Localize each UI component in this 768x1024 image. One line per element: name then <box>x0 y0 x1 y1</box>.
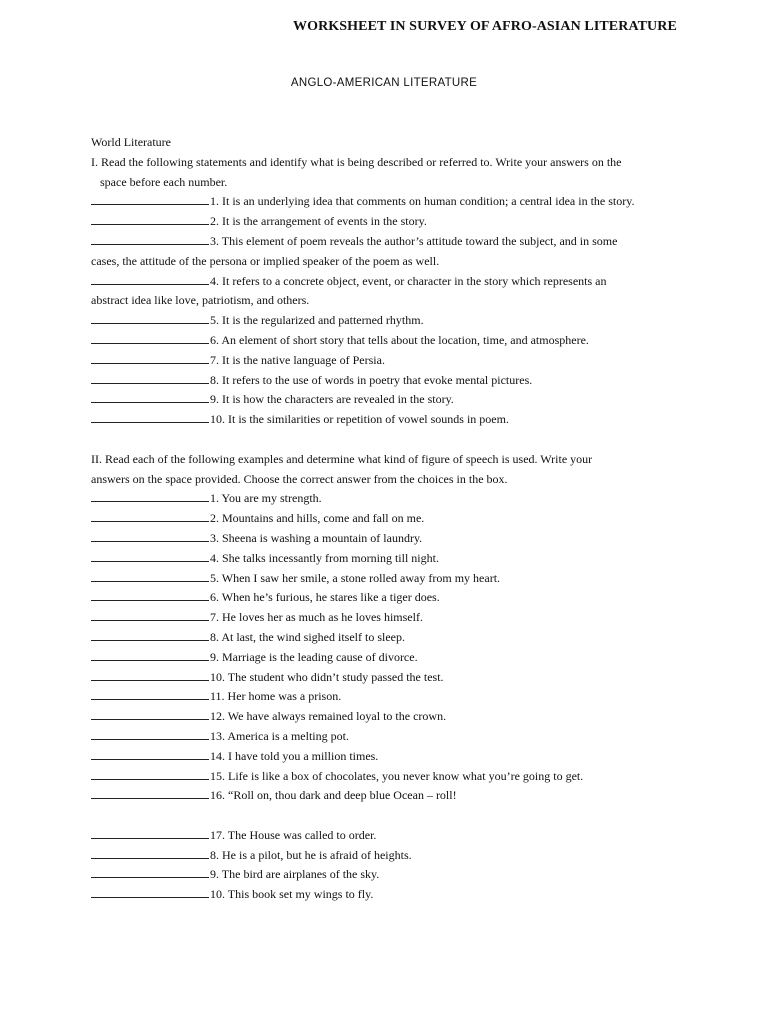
worksheet-subtitle: ANGLO-AMERICAN LITERATURE <box>290 77 478 89</box>
answer-blank[interactable] <box>91 549 209 562</box>
answer-blank[interactable] <box>91 648 209 661</box>
figure-of-speech-item <box>91 648 691 668</box>
answer-blank[interactable] <box>91 747 209 760</box>
worksheet-title: WORKSHEET IN SURVEY OF AFRO-ASIAN LITERATURE <box>293 19 677 34</box>
item-text: 9. It is how the characters are revealed in the story. <box>210 392 454 407</box>
item-text: 9. Marriage is the leading cause of divorce. <box>210 649 418 664</box>
item-text: 5. When I saw her smile, a stone rolled away from my heart. <box>210 570 501 585</box>
answer-blank[interactable] <box>91 668 209 681</box>
question-item <box>91 331 691 351</box>
answer-blank[interactable] <box>91 628 209 641</box>
figure-of-speech-item <box>91 865 691 885</box>
item-text: 2. Mountains and hills, come and fall on me. <box>210 511 425 526</box>
figure-of-speech-item <box>91 826 691 846</box>
question-item <box>91 192 691 212</box>
figure-of-speech-item <box>91 687 691 707</box>
answer-blank[interactable] <box>91 212 209 225</box>
section-label: World Literature <box>91 135 171 149</box>
answer-blank[interactable] <box>91 529 209 542</box>
item-text: 7. He loves her as much as he loves himself. <box>210 610 423 625</box>
item-text: 17. The House was called to order. <box>210 827 377 842</box>
item-text: 3. This element of poem reveals the author’s attitude toward the subject, and in some <box>210 233 618 248</box>
item-text: 12. We have always remained loyal to the crown. <box>210 709 447 724</box>
figure-of-speech-item <box>91 767 691 787</box>
item-text: 8. He is a pilot, but he is afraid of heights. <box>210 847 412 862</box>
answer-blank[interactable] <box>91 826 209 839</box>
answer-blank[interactable] <box>91 331 209 344</box>
part2-instructions-cont: answers on the space provided. Choose the correct answer from the choices in the box. <box>91 471 508 486</box>
answer-blank[interactable] <box>91 727 209 740</box>
question-item <box>91 232 691 252</box>
question-item <box>91 371 691 391</box>
item-text: 4. It refers to a concrete object, event, or character in the story which represents an <box>210 273 607 288</box>
figure-of-speech-item <box>91 885 691 905</box>
item-text: 9. The bird are airplanes of the sky. <box>210 867 380 882</box>
item-text: 5. It is the regularized and patterned rhythm. <box>210 313 424 328</box>
figure-of-speech-item <box>91 549 691 569</box>
answer-blank[interactable] <box>91 608 209 621</box>
figure-of-speech-item <box>91 588 691 608</box>
part2-item-list <box>91 489 691 806</box>
item-text: 10. It is the similarities or repetition of vowel sounds in poem. <box>210 412 509 427</box>
item-text: 6. When he’s furious, he stares like a tiger does. <box>210 590 440 605</box>
item-text: 15. Life is like a box of chocolates, you never know what you’re going to get. <box>210 768 584 783</box>
part2b-item-list <box>91 826 691 905</box>
item-text-continued: abstract idea like love, patriotism, and others. <box>91 293 310 308</box>
item-text: 10. The student who didn’t study passed the test. <box>210 669 444 684</box>
figure-of-speech-item <box>91 668 691 688</box>
answer-blank[interactable] <box>91 192 209 205</box>
part1-item-list <box>91 192 691 430</box>
answer-blank[interactable] <box>91 311 209 324</box>
figure-of-speech-item <box>91 509 691 529</box>
question-item <box>91 390 691 410</box>
question-item <box>91 351 691 371</box>
answer-blank[interactable] <box>91 371 209 384</box>
figure-of-speech-item <box>91 727 691 747</box>
section-gap <box>91 430 691 450</box>
question-item <box>91 311 691 331</box>
item-text-continued: cases, the attitude of the persona or implied speaker of the poem as well. <box>91 253 440 268</box>
answer-blank[interactable] <box>91 846 209 859</box>
item-text: 8. At last, the wind sighed itself to sleep. <box>210 629 405 644</box>
item-text: 7. It is the native language of Persia. <box>210 352 385 367</box>
part2-instructions: II. Read each of the following examples and determine what kind of figure of speech is used. Write your <box>91 451 593 466</box>
item-text: 13. America is a melting pot. <box>210 728 349 743</box>
answer-blank[interactable] <box>91 588 209 601</box>
answer-blank[interactable] <box>91 569 209 582</box>
figure-of-speech-item <box>91 489 691 509</box>
item-text: 16. “Roll on, thou dark and deep blue Ocean – roll! <box>210 788 457 803</box>
figure-of-speech-item <box>91 747 691 767</box>
section-gap <box>91 806 691 826</box>
answer-blank[interactable] <box>91 865 209 878</box>
item-text: 1. It is an underlying idea that comments on human condition; a central idea in the story. <box>210 194 635 209</box>
figure-of-speech-item <box>91 529 691 549</box>
answer-blank[interactable] <box>91 707 209 720</box>
item-text: 1. You are my strength. <box>210 491 322 506</box>
figure-of-speech-item <box>91 628 691 648</box>
answer-blank[interactable] <box>91 272 209 285</box>
figure-of-speech-item <box>91 707 691 727</box>
worksheet-body <box>91 133 691 905</box>
answer-blank[interactable] <box>91 786 209 799</box>
item-text: 4. She talks incessantly from morning till night. <box>210 550 439 565</box>
item-text: 10. This book set my wings to fly. <box>210 887 374 902</box>
question-item <box>91 272 691 292</box>
item-text: 3. Sheena is washing a mountain of laundry. <box>210 530 423 545</box>
item-text: 2. It is the arrangement of events in the story. <box>210 214 427 229</box>
figure-of-speech-item <box>91 569 691 589</box>
answer-blank[interactable] <box>91 232 209 245</box>
answer-blank[interactable] <box>91 489 209 502</box>
item-text: 11. Her home was a prison. <box>210 689 342 704</box>
figure-of-speech-item <box>91 786 691 806</box>
figure-of-speech-item <box>91 608 691 628</box>
answer-blank[interactable] <box>91 390 209 403</box>
part1-instructions: I. Read the following statements and identify what is being described or referred to. Write your answers on the <box>91 154 622 169</box>
answer-blank[interactable] <box>91 687 209 700</box>
answer-blank[interactable] <box>91 351 209 364</box>
item-text: 6. An element of short story that tells about the location, time, and atmosphere. <box>210 332 589 347</box>
part1-instructions-cont: space before each number. <box>100 174 228 189</box>
answer-blank[interactable] <box>91 509 209 522</box>
answer-blank[interactable] <box>91 885 209 898</box>
question-item <box>91 410 691 430</box>
answer-blank[interactable] <box>91 410 209 423</box>
answer-blank[interactable] <box>91 767 209 780</box>
item-text: 14. I have told you a million times. <box>210 748 379 763</box>
question-item <box>91 212 691 232</box>
item-text: 8. It refers to the use of words in poetry that evoke mental pictures. <box>210 372 533 387</box>
figure-of-speech-item <box>91 846 691 866</box>
